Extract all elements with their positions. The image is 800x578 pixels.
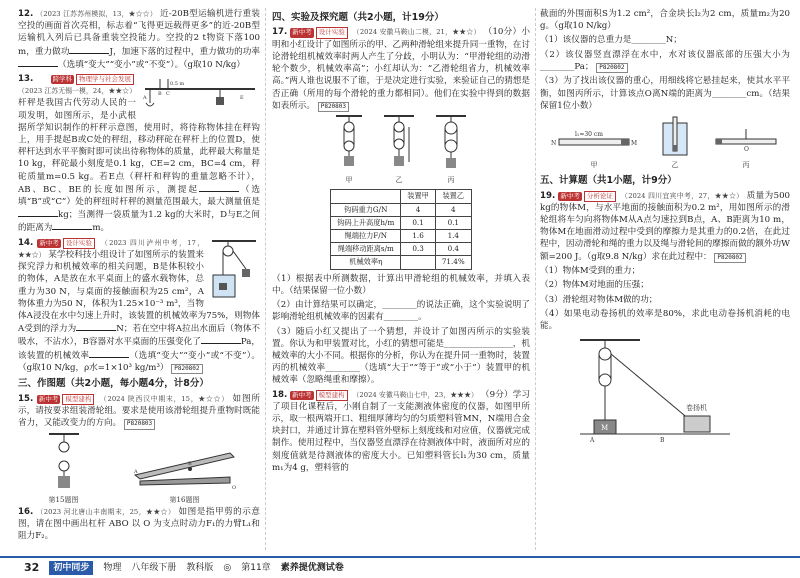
table-row: 钩码上升高度h/m 0.1 0.1 xyxy=(331,216,471,229)
middle-column xyxy=(272,8,530,476)
winch-pulley-figure xyxy=(580,336,730,444)
question-18-continued: 截面的外围面积S为1.2 cm²，合金块长l₂为2 cm，质量m₂为20 g。（g取10 N/kg） xyxy=(540,9,790,32)
svg-text:C: C xyxy=(166,91,170,98)
svg-text:A: A xyxy=(590,437,595,445)
answer-blank[interactable] xyxy=(76,322,116,331)
tube-length-label: l₁=30 cm xyxy=(575,130,603,138)
figure-bing: O 丙 xyxy=(711,127,781,171)
answer-blank[interactable] xyxy=(201,335,241,344)
svg-text:O: O xyxy=(231,484,236,491)
grade-label: 八年级下册 xyxy=(131,562,177,573)
nail-clipper-figure xyxy=(130,447,240,492)
data-table xyxy=(330,189,471,269)
figure-jia: 甲 xyxy=(334,114,364,186)
subject-label: 物理 xyxy=(103,562,122,573)
svg-text:B: B xyxy=(158,91,162,98)
answer-blank[interactable] xyxy=(18,58,58,67)
question-16: 16. （2023 河北唐山丰南期末，25，★★☆） 如图是指甲剪的示意图，请在图中画出杠杆 ABO 以 O 为支点时动力F₁的力臂L₁和阻力F₂。 xyxy=(18,506,260,542)
question-13: 0.5 m A B C E 13. 跨学科 物理学与社会发展 （2023 江苏无锡一模，24，★★☆） 杆秤是我国古代劳动人民的一项发明，如图所示，是小武根据所学知识制作的杆秤示意图，使用时，将待称物体挂在秤钩上，用手提起B或C处的秤纽，移动秤砣在秤杆上的位置D，使秤杆达到水平平衡时即可读出待称物体的质量，此秤最大称量是10 kg，秤砣最小刻度是0.1 kg，CE=2 cm，BC=4 cm，秤砣质量m=0.5 kg。若E点（秤杆和秤钩的重量忽略不计），AB、BC、BE的长度如图所示，测提起 （选填“B”或“C”）处的秤纽时杆秤的测量范围最大，最大测量值是kg；当测得一袋质量为1.2 kg的大米时，D与E之间的距离为 m。 xyxy=(18,74,260,234)
figure-16: A B O 第16题图 xyxy=(130,447,240,506)
page-footer xyxy=(0,556,800,578)
question-15: 15. 新中考 模型建构 （2024 陕西汉中期末，15，★☆☆） 如图所示，请按要求组装滑轮组。要求是使用该滑轮组提升重物时既能省力，又能改变力的方向。 P820803 xyxy=(18,393,261,429)
table-row: 机械效率η 71.4% xyxy=(331,256,471,269)
section-heading: 三、作图题（共2小题，每小题4分，计8分） xyxy=(18,378,209,390)
winch-label: 卷扬机 xyxy=(686,404,707,413)
figure-yi: 乙 xyxy=(382,114,416,186)
question-17-part-2: （2）由计算结果可以确定，________的说法正确，这个实验说明了影响滑轮组机械效率的因素有________。 xyxy=(272,300,530,323)
question-18-part-1: （1）该仪器的总重力是________N； xyxy=(540,35,682,46)
svg-text:0.5 m: 0.5 m xyxy=(170,81,185,88)
question-19-part-3: （3）滑轮组对物体M做的功； xyxy=(540,294,658,305)
question-18-part-3: （3）为了找出该仪器的重心，用细线将它悬挂起来，使其水平平衡，如图丙所示，计算该点O离N端的距离为________cm。（结果保留1位小数） xyxy=(540,76,790,111)
drawing-figures xyxy=(18,432,260,506)
dot-icon: ◎ xyxy=(223,562,232,573)
svg-text:B: B xyxy=(660,437,665,445)
svg-text:A: A xyxy=(143,95,147,102)
figure-15: 第15题图 xyxy=(39,432,89,506)
edition-label: 教科版 xyxy=(186,562,214,573)
question-17: 17. 新中考 设计实验 （2024 安徽马鞍山二模，21，★★☆） （10分）小明和小红设计了如图所示的甲、乙两种滑轮组来提升同一重物，在讨论滑轮组机械效率时两人产生了分歧，小明认为：“甲滑轮组的动滑轮个数少，机械效率高”；小红却认为：“乙滑轮组省力，机械效率高。”两人谁也说服不了谁，于是决定进行实验，来验证自己的猜想是否正确（所用的每个滑轮的重力都相同）。他们在实验中得到的数据如表所示。 P820803 xyxy=(272,27,531,111)
question-19-part-4: （4）如果电动卷扬机的效率是80%，求此电动卷扬机消耗的电能。 xyxy=(540,308,790,331)
column-divider xyxy=(265,8,266,550)
answer-blank[interactable] xyxy=(69,45,109,54)
figure-bing: 丙 xyxy=(434,114,468,186)
right-column xyxy=(540,8,790,444)
question-18: 18. 新中考 模型建构 （2024 安徽马鞍山七中，23，★★★） （9分）学习了项目化课程后，小刚自制了一支能测液体密度的仪器，如图甲所示，取一根两端开口、粗细厚薄均匀的匀质塑料管MN，N端用合金块封口，并通过计算在塑料管外壁标上刻度线和对应值，仪器就完成制作。使用过程中，当仪器竖直漂浮在待测液体中时，液面所对应的刻度值就是待测液体的密度大小。已知塑料管长l₁为30 cm，质量m₁为4 g，塑料管的 xyxy=(272,389,531,473)
test-title: 素养提优测试卷 xyxy=(280,562,344,573)
svg-text:B: B xyxy=(187,460,192,467)
svg-text:N: N xyxy=(551,139,557,147)
left-column xyxy=(18,8,260,544)
svg-text:E: E xyxy=(240,95,244,102)
question-12: 12. （2023 江苏苏州模拟，13，★☆☆） 近-20B型运输机进行重装空投的画面首次亮相，标志着“飞得更远载得更多”的近-20B型运输机入列后已具备重装空投能力。空投的2 t物资下落100 m，重力做功 J，加速下落的过程中，重力做功的功率（选填“变大”“变小”或“不变”）。（g取10 N/kg） xyxy=(18,9,261,70)
pulley-block-figure xyxy=(39,432,89,492)
balance-figure xyxy=(711,127,781,157)
section-heading: 五、计算题（共1小题，计9分） xyxy=(540,175,677,187)
beaker-figure xyxy=(657,115,693,157)
question-19-part-1: （1）物体M受到的重力； xyxy=(540,266,641,277)
tube-figure xyxy=(549,127,639,157)
steelyard-figure xyxy=(140,75,260,113)
pulley-c-figure xyxy=(434,114,468,172)
answer-blank[interactable] xyxy=(18,208,58,217)
answer-blank[interactable] xyxy=(89,349,129,358)
svg-text:O: O xyxy=(744,145,749,153)
column-divider xyxy=(535,8,536,550)
svg-text:M: M xyxy=(601,424,609,433)
figure-jia: l₁=30 cm N M 甲 xyxy=(549,127,639,171)
page-number: 32 xyxy=(24,561,40,575)
table-row: 绳端拉力F/N 1.6 1.4 xyxy=(331,230,471,243)
question-17-part-1: （1）根据表中所测数据，计算出甲滑轮组的机械效率，并填入表中。（结果保留一位小数） xyxy=(272,273,530,296)
pulley-a-figure xyxy=(334,114,364,172)
pulley-figures xyxy=(272,114,530,186)
section-heading: 四、实验及探究题（共2小题，计19分） xyxy=(272,12,444,23)
svg-text:A: A xyxy=(133,468,138,475)
answer-cell[interactable] xyxy=(401,256,436,269)
table-header-row: 装置甲 装置乙 xyxy=(331,190,471,203)
table-row: 绳端移动距离s/m 0.3 0.4 xyxy=(331,243,471,256)
figure-yi: 乙 xyxy=(657,115,693,171)
answer-blank[interactable] xyxy=(52,221,92,230)
density-figures xyxy=(540,115,790,171)
svg-text:M: M xyxy=(631,139,638,147)
brand-label: 初中同步 xyxy=(49,561,93,576)
question-17-part-3: （3）随后小红又提出了一个猜想，并设计了如图丙所示的实验装置。你认为和甲装置对比，小红的猜想可能是________________，机械效率的大小不同。根据你的分析，你认为在提升同一重物时，装置丙的机械效率________（选填“大于”“等于”或“小于”）装置甲的机械效率（忽略绳重和摩擦）。 xyxy=(272,326,530,386)
pulley-b-figure xyxy=(382,114,416,172)
chapter-label: 第11章 xyxy=(241,562,271,573)
table-row: 钩码重力G/N 4 4 xyxy=(331,203,471,216)
question-19-part-2: （2）物体M对地面的压强； xyxy=(540,280,649,291)
question-19: 19. 新中考 分析论证 （2024 四川宜宾中考，27，★★☆） 质量为500 kg的物体M，与水平地面的接触面积为0.2 m²，用如图所示的滑轮组将车匀向将物体M从A点匀速拉到B点，A、B距离为10 m，物体M在地面滑动过程中受到的摩擦力是其重力的0.2倍，在此过程中，因动滑轮和绳的重力以及绳与滑轮间的摩擦而做的额外功W额=200 J。（g取9.8 N/kg）求在此过程中： P820802 xyxy=(540,190,791,262)
question-14: 14. 新中考 设计实验 （2023 四川泸州中考，17，★★☆） 某学校科技小组设计了如图所示的装置来探究浮力和机械效率的相关问题，B是体积较小的物体，A是放在水平桌面上的盛水载物体，总重力为30 N，与桌面的接触面积为25 cm²，A物体重力为50 N，体积为1.25×10⁻³ m³，当物体A浸没在水中匀速上升时，该装置的机械效率为75%，则物体A受到的浮力为 N；若在空中将A拉出水面后（物体不吸水，不沾水），B容器对水平桌面的压强变化了 Pa，该装置的机械效率 （选填“变大”“变小”或“不变”）。（g取10 N/kg，ρ水=1×10³ kg/m³） P820802 xyxy=(18,237,260,373)
question-18-part-2: （2）该仪器竖直漂浮在水中，水对该仪器底部的压强大小为________Pa； P820802 xyxy=(540,49,790,72)
pulley-container-figure xyxy=(208,239,260,301)
answer-blank[interactable] xyxy=(199,183,239,192)
